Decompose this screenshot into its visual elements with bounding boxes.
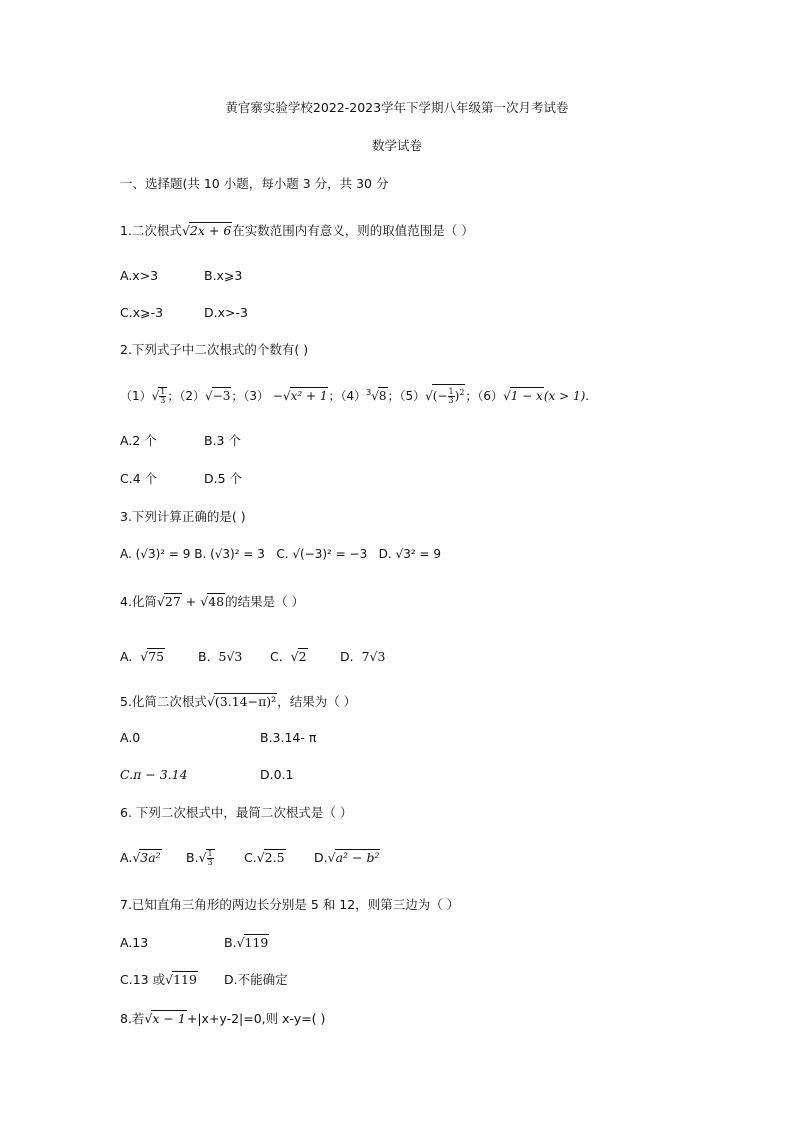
question-4: 4.化简√27 + √48的结果是（ ）	[120, 594, 305, 609]
q5-option-a: A.0	[120, 730, 141, 745]
q7-option-b: B.√119	[224, 935, 269, 950]
q7-option-c: C.13 或√119	[120, 972, 197, 987]
q1-option-c: C.x⩾-3	[120, 305, 164, 320]
q2-options-row2	[120, 471, 242, 487]
section-heading: 一、选择题(共 10 小题，每小题 3 分，共 30 分	[120, 176, 389, 191]
q8-suffix: +|x+y-2|=0,则 x-y=( )	[186, 1011, 326, 1026]
q1-options-row2	[120, 305, 248, 321]
q4-radicand-b: 48	[208, 594, 225, 609]
q2-item-1-label: （1）	[120, 389, 152, 403]
question-3: 3.下列计算正确的是( )	[120, 509, 246, 524]
exam-title: 黄官寨实验学校2022-2023学年下学期八年级第一次月考试卷	[225, 100, 569, 115]
q3-options	[120, 546, 441, 562]
q5-radicand: (3.14−π)²	[214, 694, 277, 709]
q4-option-d: D. 7√3	[340, 649, 386, 664]
q2-item-3-label: ；（3）	[231, 389, 270, 403]
q3-option-b: B. (√3)² = 3	[194, 547, 265, 561]
question-6: 6. 下列二次根式中，最简二次根式是（ ）	[120, 805, 353, 820]
q4-option-b: B. 5√3	[198, 649, 243, 664]
q6-options	[120, 849, 380, 867]
q2-item-4-label: ；（4）	[328, 389, 367, 403]
q4-prefix: 4.化简	[120, 594, 157, 609]
q2-expressions: （1）√ $\frac{1}{3}$ ；（2）√−3；（3） −√x² + 1；$(4)^3√8$；（5）√(− $\frac{1}{3}$ )$^2$；（6）√1 − x(x > 1).	[120, 384, 589, 405]
q6-option-c: C.√2.5	[244, 850, 285, 865]
q1-suffix: 在实数范围内有意义，则的取值范围是（ ）	[232, 223, 474, 238]
q4-option-a: A. √75	[120, 649, 165, 664]
q2-item-6-condition: (x > 1).	[543, 389, 590, 403]
q5-options-row2	[120, 767, 293, 783]
q8-prefix: 8.若	[120, 1011, 145, 1026]
q6-option-b: B.√ $\frac{1}{3}$	[186, 849, 213, 867]
q2-item-2-label: ；（2）	[167, 389, 206, 403]
q1-radicand: 2x + 6	[189, 223, 232, 238]
question-7: 7.已知直角三角形的两边长分别是 5 和 12，则第三边为（ ）	[120, 897, 460, 912]
q5-suffix: ，结果为（ ）	[277, 694, 357, 709]
q5-option-d: D.0.1	[260, 767, 294, 782]
q2-option-c: C.4 个	[120, 471, 158, 486]
q2-options-row1	[120, 433, 241, 449]
q1-options-row1	[120, 268, 242, 284]
q2-item-2-radicand: −3	[212, 389, 231, 403]
q2-option-a: A.2 个	[120, 433, 157, 448]
q5-options-row1	[120, 730, 316, 746]
q1-option-a: A.x>3	[120, 268, 159, 283]
q6-option-d: D.√a² − b²	[314, 850, 380, 865]
q3-option-a: A. (√3)² = 9	[120, 547, 191, 561]
q4-option-c: C. √2	[270, 649, 307, 664]
q8-radicand: x − 1	[152, 1011, 186, 1026]
q7-options-row1	[120, 934, 269, 951]
q3-option-c: C. √(−3)² = −3	[276, 547, 368, 561]
q7-options-row2	[120, 971, 288, 988]
question-5: 5.化简二次根式√(3.14−π)²，结果为（ ）	[120, 694, 357, 709]
q2-item-6-label: ；（6）	[465, 389, 504, 403]
q1-option-d: D.x>-3	[204, 305, 248, 320]
q2-item-3-radicand: x² + 1	[290, 389, 328, 403]
q4-options	[120, 648, 385, 665]
q7-option-a: A.13	[120, 935, 149, 950]
q5-prefix: 5.化简二次根式	[120, 694, 207, 709]
q2-option-b: B.3 个	[204, 433, 241, 448]
q1-option-b: B.x⩾3	[204, 268, 243, 283]
exam-subtitle: 数学试卷	[371, 138, 422, 153]
q4-suffix: 的结果是（ ）	[225, 594, 305, 609]
q2-item-4-radicand: 8	[378, 389, 387, 403]
q5-option-b: B.3.14- π	[260, 730, 317, 745]
question-8: 8.若√x − 1+|x+y-2|=0,则 x-y=( )	[120, 1011, 326, 1026]
q4-radicand-a: 27	[164, 594, 181, 609]
question-1: 1.二次根式√2x + 6在实数范围内有意义，则的取值范围是（ ）	[120, 223, 474, 238]
q5-option-c: C.π − 3.14	[120, 767, 188, 782]
question-2: 2.下列式子中二次根式的个数有( )	[120, 342, 309, 357]
q2-item-6-radicand: 1 − x	[510, 389, 543, 403]
q7-option-d: D.不能确定	[224, 972, 288, 987]
q1-prefix: 1.二次根式	[120, 223, 182, 238]
q2-option-d: D.5 个	[204, 471, 243, 486]
q6-option-a: A.√3a²	[120, 850, 161, 865]
q3-option-d: D. √3² = 9	[378, 547, 441, 561]
q2-item-5-label: ；（5）	[387, 389, 426, 403]
